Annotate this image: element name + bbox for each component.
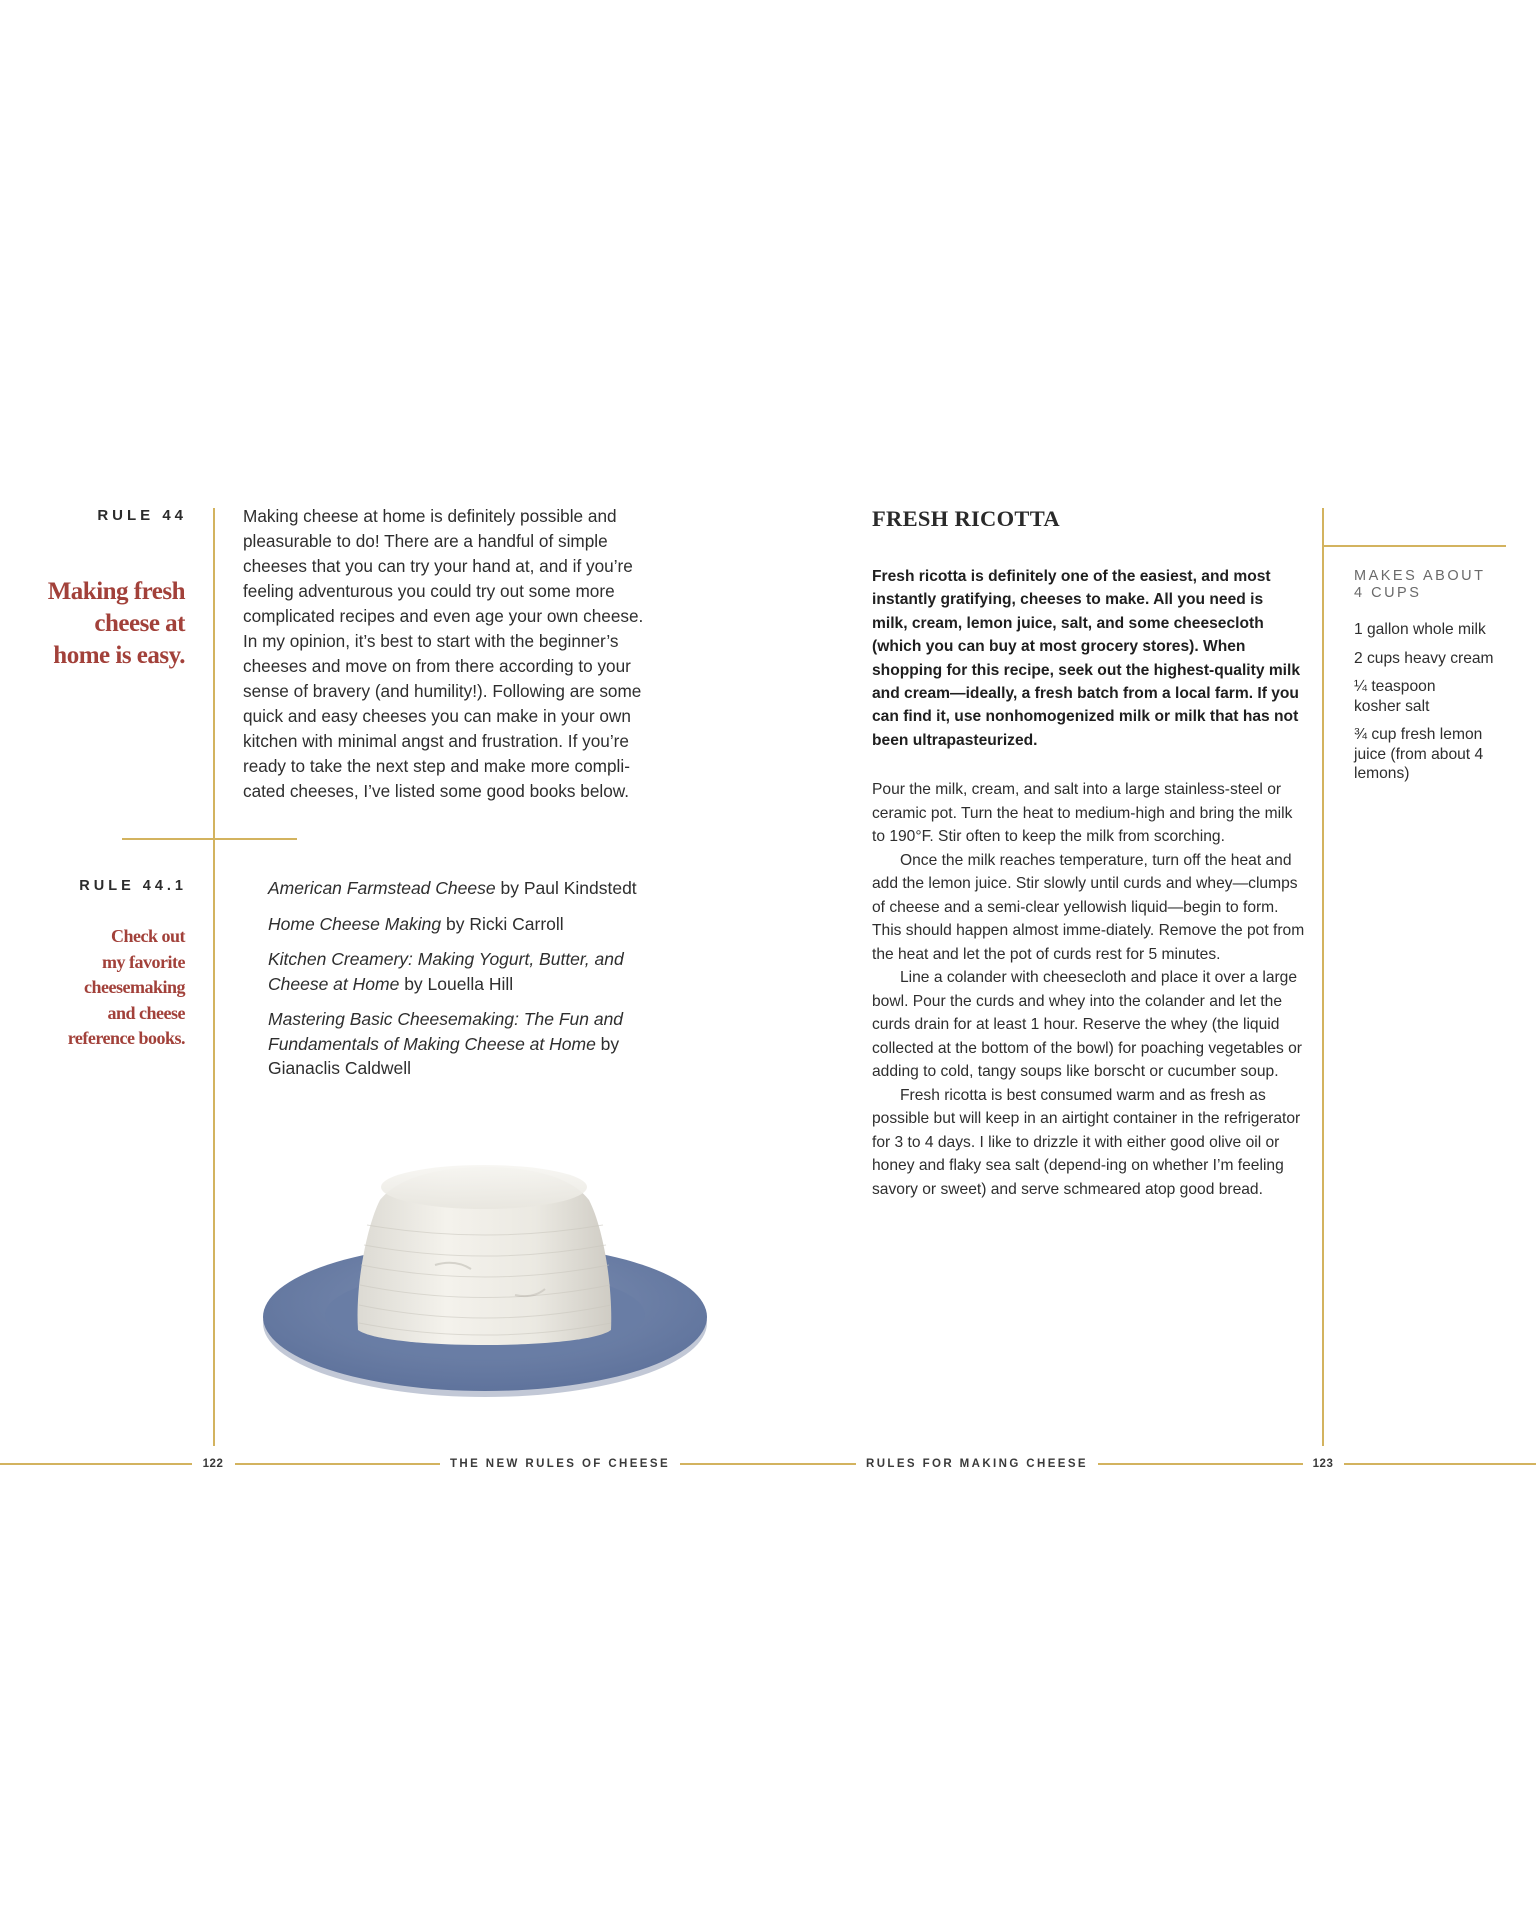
- rule-44-label: RULE 44: [97, 507, 187, 524]
- pull-quote-line: reference books.: [67, 1028, 185, 1048]
- left-running-title: THE NEW RULES OF CHEESE: [449, 1458, 671, 1470]
- pull-quote-line: my favorite: [102, 951, 185, 972]
- book-author: by Ricki Carroll: [441, 913, 564, 934]
- book-item: [268, 947, 663, 996]
- rule-44-pull-quote: [20, 576, 185, 672]
- right-running-title: RULES FOR MAKING CHEESE: [866, 1458, 1088, 1470]
- yield-heading: [1354, 568, 1514, 602]
- book-title: American Farmstead Cheese: [268, 878, 496, 898]
- pull-quote-line: Making fresh: [47, 578, 185, 605]
- recipe-step: Pour the milk, cream, and salt into a large stainless-steel or ceramic pot. Turn the heat to medium-high and bring the milk to 190°F. Stir often to keep the milk from scorching.: [872, 781, 1293, 845]
- ingredients-panel: [1354, 568, 1514, 793]
- book-title: Mastering Basic Cheesemaking: The Fun and Fundamentals of Making Cheese at Home: [268, 1009, 624, 1054]
- ricotta-illustration: [255, 1145, 715, 1415]
- left-vertical-rule: [213, 508, 215, 1446]
- book-title: Home Cheese Making: [268, 913, 442, 934]
- left-section-divider: [122, 838, 297, 840]
- recipe-step: Fresh ricotta is best consumed warm and as fresh as possible but will keep in an airtight container in the refrigerator for 3 to 4 days. I like to drizzle it with either good olive oil or honey and flaky sea salt (depend-ing on whether I’m feeling savory or sweet) and serve schmeared atop good bread.: [872, 1086, 1301, 1198]
- recipe-intro: Fresh ricotta is definitely one of the easiest, and most instantly gratifying, cheeses to make. All you need is milk, cream, lemon juice, salt, and some cheesecloth (which you can buy at most grocery stores). When shopping for this recipe, seek out the highest-quality milk and cream—ideally, a fresh batch from a local farm. If you can find it, use nonhomogenized milk or milk that has not been ultrapasteurized.: [872, 568, 1301, 749]
- footer-rule-right-2: [1344, 1463, 1536, 1465]
- pull-quote-line: home is easy.: [53, 642, 185, 669]
- book-author: by Gianaclis Caldwell: [268, 1033, 620, 1078]
- recipe-step: Line a colander with cheesecloth and place it over a large bowl. Pour the curds and whey into the colander and let the curds drain for at least 1 hour. Reserve the whey (the liquid collected at the bottom of the bowl) for poaching vegetables or adding to cold, tangy soups like borscht or cucumber soup.: [872, 969, 1302, 1080]
- book-item: [268, 1007, 663, 1081]
- ingredient-item: 1 gallon whole milk: [1354, 621, 1486, 638]
- ingredients-top-rule: [1322, 545, 1506, 547]
- yield-line: 4 CUPS: [1354, 585, 1422, 601]
- cheese-top: [381, 1165, 587, 1209]
- book-item: [268, 912, 663, 937]
- ingredient-item: ¼ teaspoon kosher salt: [1354, 678, 1436, 715]
- recipe-step: Once the milk reaches temperature, turn off the heat and add the lemon juice. Stir slowly until curds and whey—clumps of cheese and a semi-clear yellowish liquid—begin to form. This should happen almost imme-diately. Remove the pot from the heat and let the pot of curds rest for 5 minutes.: [872, 851, 1305, 963]
- footer-rule-center: [680, 1463, 856, 1465]
- book-author: by Paul Kindstedt: [495, 878, 637, 898]
- yield-line: MAKES ABOUT: [1354, 568, 1486, 584]
- book-item: [268, 876, 663, 901]
- pull-quote-line: cheesemaking: [84, 977, 185, 997]
- ingredient-item: 2 cups heavy cream: [1354, 649, 1494, 667]
- left-page-number: 122: [202, 1458, 224, 1470]
- rule-44-1-pull-quote: [20, 924, 185, 1052]
- pull-quote-line: Check out: [110, 926, 185, 946]
- book-author: by Louella Hill: [399, 973, 514, 994]
- book-list: [268, 876, 663, 1092]
- ingredient-item: ¾ cup fresh lemon juice (from about 4 lemons): [1354, 726, 1484, 782]
- pull-quote-line: and cheese: [107, 1002, 185, 1023]
- footer-rule-left-1: [0, 1463, 192, 1465]
- footer-rule-right-1: [1098, 1463, 1303, 1465]
- footer-rule-left-2: [235, 1463, 440, 1465]
- book-title: Kitchen Creamery: Making Yogurt, Butter, and Cheese at Home: [268, 949, 624, 994]
- rule-44-body: Making cheese at home is definitely possible and pleasurable to do! There are a handful of simple cheeses that you can try your hand at, and if you’re feeling adventurous you could try out some more complicated recipes and even age your own cheese. In my opinion, it’s best to start with the beginner’s cheeses and move on from there according to your sense of bravery (and humility!). Following are some quick and easy cheeses you can make in your own kitchen with minimal angst and frustration. If you’re ready to take the next step and make more compli-cated cheeses, I’ve listed some good books below.: [243, 506, 644, 801]
- recipe-title: FRESH RICOTTA: [872, 506, 1060, 531]
- right-page-number: 123: [1312, 1458, 1334, 1470]
- recipe-steps: [872, 778, 1307, 1201]
- pull-quote-line: cheese at: [94, 610, 185, 637]
- right-vertical-rule: [1322, 508, 1324, 1446]
- rule-44-1-label: RULE 44.1: [79, 878, 187, 894]
